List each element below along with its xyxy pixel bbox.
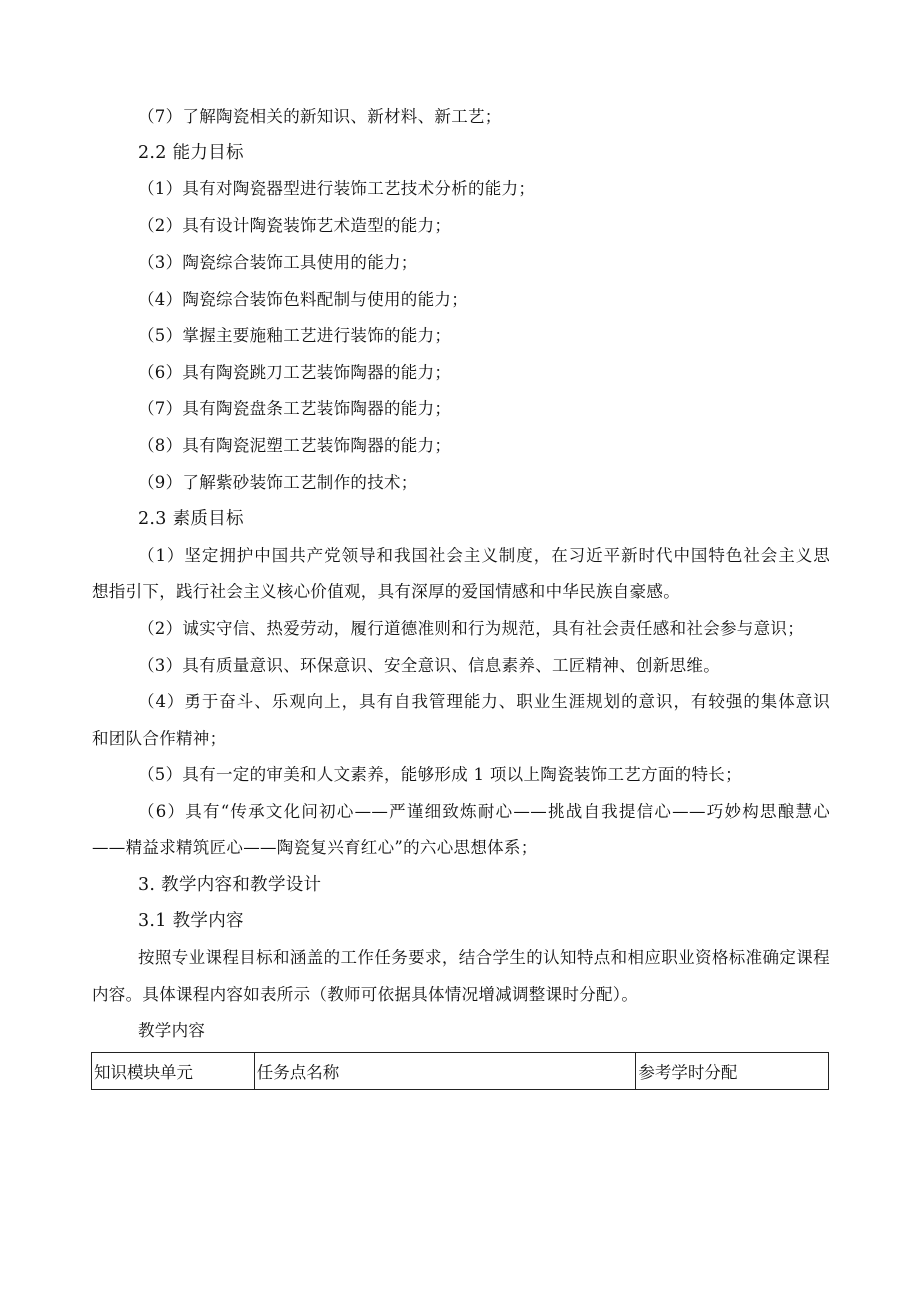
quality-item-6-line-1: （6）具有“传承文化问初心——严谨细致炼耐心——挑战自我提信心——巧妙构思酿慧心 (138, 802, 830, 821)
quality-item-1-line-2: 想指引下，践行社会主义核心价值观，具有深厚的爱国情感和中华民族自豪感。 (92, 582, 680, 601)
ability-item-5: （5）掌握主要施釉工艺进行装饰的能力； (138, 326, 452, 345)
teaching-content-table (91, 1052, 829, 1090)
quality-heading: 2.3 素质目标 (138, 509, 244, 529)
section-3-heading: 3. 教学内容和教学设计 (138, 875, 322, 895)
ability-item-3: （3）陶瓷综合装饰工具使用的能力； (138, 253, 418, 272)
ability-heading: 2.2 能力目标 (138, 143, 244, 163)
ability-item-1: （1）具有对陶瓷器型进行装饰工艺技术分析的能力； (138, 179, 536, 198)
ability-item-7: （7）具有陶瓷盘条工艺装饰陶器的能力； (138, 399, 452, 418)
quality-item-3: （3）具有质量意识、环保意识、安全意识、信息素养、工匠精神、创新思维。 (138, 656, 720, 675)
ability-item-4: （4）陶瓷综合装饰色料配制与使用的能力； (138, 290, 468, 309)
section-3-1-heading: 3.1 教学内容 (138, 911, 244, 931)
section-3-paragraph-line-2: 内容。具体课程内容如表所示（教师可依据具体情况增减调整课时分配）。 (92, 985, 639, 1004)
ability-item-2: （2）具有设计陶瓷装饰艺术造型的能力； (138, 216, 452, 235)
header-task-name: 任务点名称 (254, 1053, 636, 1090)
header-reference-hours: 参考学时分配 (636, 1053, 829, 1090)
quality-item-6-line-2: ——精益求精筑匠心——陶瓷复兴育红心”的六心思想体系； (92, 838, 538, 857)
quality-item-1-line-1: （1）坚定拥护中国共产党领导和我国社会主义制度，在习近平新时代中国特色社会主义思 (138, 546, 830, 565)
quality-item-5: （5）具有一定的审美和人文素养，能够形成 1 项以上陶瓷装饰工艺方面的特长； (138, 765, 742, 784)
header-knowledge-module: 知识模块单元 (92, 1053, 255, 1090)
table-caption: 教学内容 (138, 1021, 206, 1040)
knowledge-item-7: （7）了解陶瓷相关的新知识、新材料、新工艺； (138, 107, 502, 126)
section-3-paragraph-line-1: 按照专业课程目标和涵盖的工作任务要求，结合学生的认知特点和相应职业资格标准确定课程 (138, 948, 830, 967)
ability-item-8: （8）具有陶瓷泥塑工艺装饰陶器的能力； (138, 436, 452, 455)
quality-item-4-line-2: 和团队合作精神； (92, 729, 227, 748)
quality-item-2: （2）诚实守信、热爱劳动，履行道德准则和行为规范，具有社会责任感和社会参与意识； (138, 619, 804, 638)
table-header-row (92, 1053, 829, 1090)
quality-item-4-line-1: （4）勇于奋斗、乐观向上，具有自我管理能力、职业生涯规划的意识，有较强的集体意识 (138, 692, 830, 711)
ability-item-9: （9）了解紫砂装饰工艺制作的技术； (138, 473, 418, 492)
ability-item-6: （6）具有陶瓷跳刀工艺装饰陶器的能力； (138, 363, 452, 382)
